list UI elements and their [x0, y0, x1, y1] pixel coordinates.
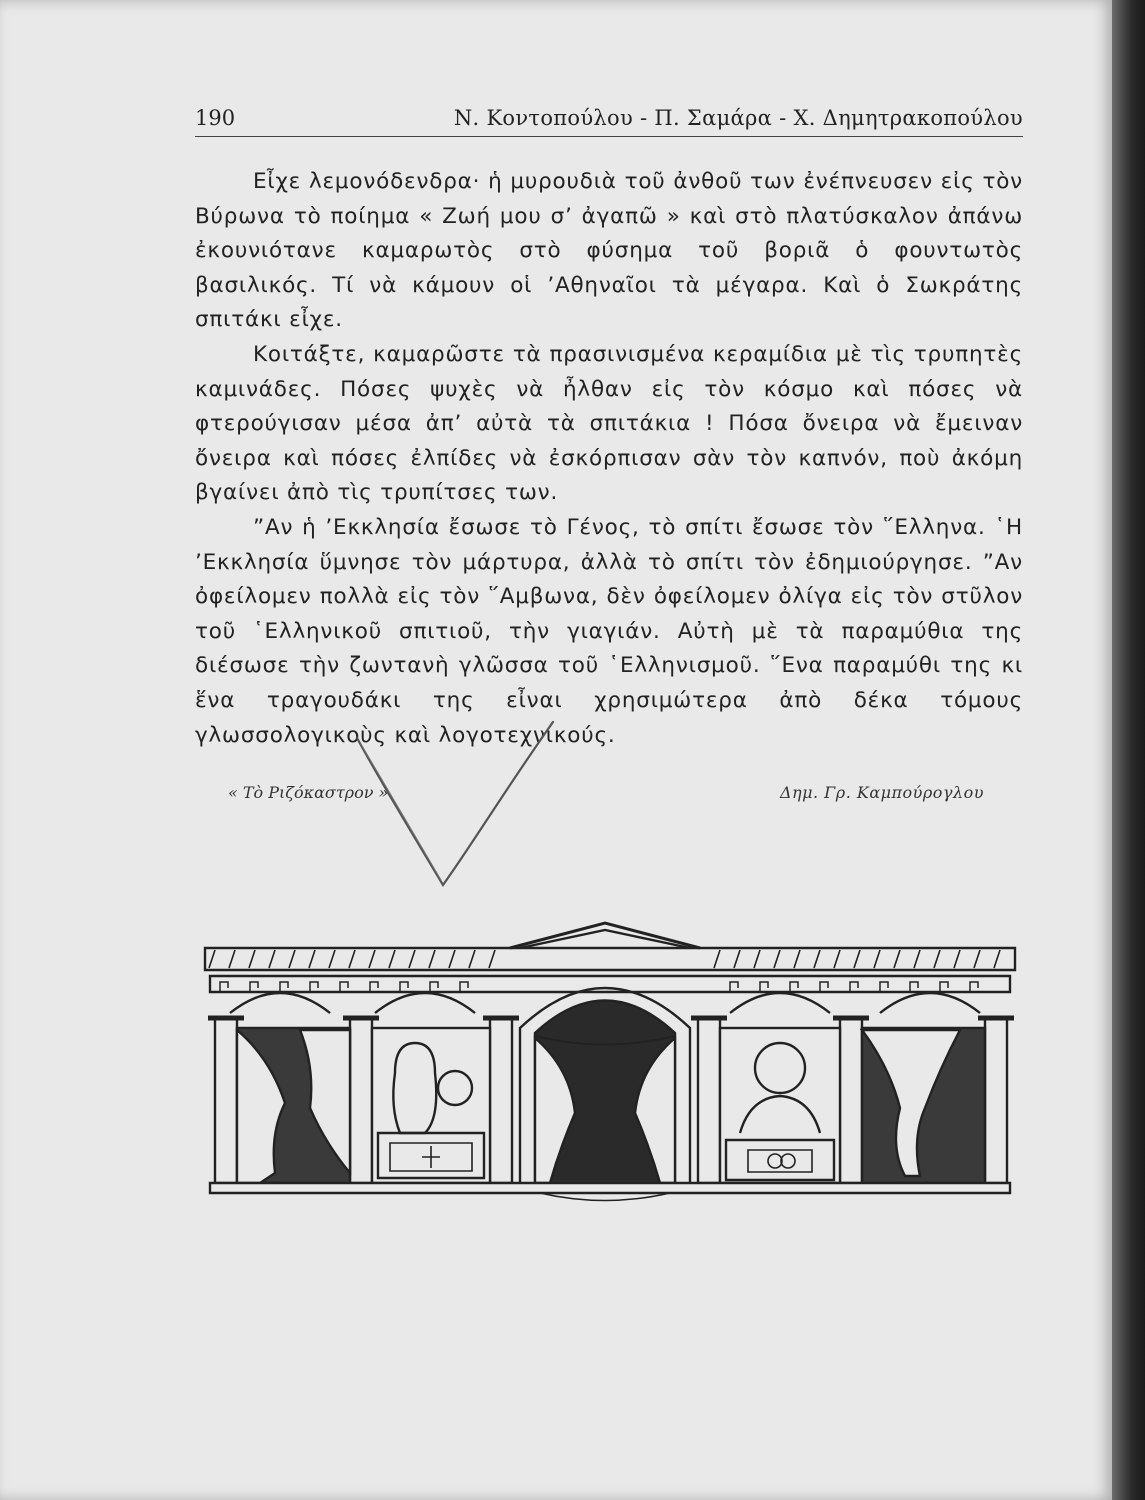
author-name: Δημ. Γρ. Καμπούρογλου	[779, 783, 984, 802]
source-title: « Τὸ Ριζόκαστρον »	[228, 783, 389, 802]
iconostasis-illustration	[200, 918, 1020, 1238]
body-text	[195, 165, 1023, 753]
book-spine-shadow	[1112, 0, 1145, 1500]
page-number: 190	[195, 106, 236, 130]
paragraph-1: Εἶχε λεμονόδενδρα· ἡ μυρουδιὰ τοῦ ἀνθοῦ των ἐνέπνευσεν εἰς τὸν Βύρωνα τὸ ποίημα « Ζωή μου σ’ ἀγαπῶ » καὶ στὸ πλατύσκαλον ἀπάνω ἐκουνιότανε καμαρωτὸς στὸ φύσημα τοῦ βοριᾶ ὁ φουντωτὸς βασιλικός. Τί νὰ κάμουν οἱ ’Αθηναῖοι τὰ μέγαρα. Καὶ ὁ Σωκράτης σπιτάκι εἶχε.	[195, 169, 1023, 333]
pencil-checkmark-icon	[355, 720, 555, 890]
paragraph-2: Κοιτάξτε, καμαρῶστε τὰ πρασινισμένα κεραμίδια μὲ τὶς τρυπητὲς καμινάδες. Πόσες ψυχὲς νὰ ἦλθαν εἰς τὸν κόσμο καὶ πόσες νὰ φτερούγισαν μέσα ἀπ’ αὐτὰ τὰ σπιτάκια ! Πόσα ὄνειρα νὰ ἔμειναν ὄνειρα καὶ πόσες ἐλπίδες νὰ ἐσκόρπισαν σὰν τὸν καπνόν, ποὺ ἀκόμη βγαίνει ἀπὸ τὶς τρυπίτσες των.	[195, 341, 1023, 506]
running-head: Ν. Κοντοπούλου - Π. Σαμάρα - Χ. Δημητρακοπούλου	[453, 106, 1023, 130]
page-header	[195, 104, 1023, 137]
paragraph-3: ”Αν ἡ ’Εκκλησία ἔσωσε τὸ Γένος, τὸ σπίτι ἔσωσε τὸν ῞Ελληνα. ῾Η ’Εκκλησία ὕμνησε τὸν μάρτυρα, ἀλλὰ τὸ σπίτι τὸν ἐδημιούργησε. ”Αν ὀφείλομεν πολλὰ εἰς τὸν ῞Αμβωνα, δὲν ὀφείλομεν ὀλίγα εἰς τὸν στῦλον τοῦ ῾Ελληνικοῦ σπιτιοῦ, τὴν γιαγιάν. Αὐτὴ μὲ τὰ παραμύθια της διέσωσε τὴν ζωντανὴ γλῶσσα τοῦ ῾Ελληνισμοῦ. ῞Ενα παραμύθι της κι ἕνα τραγουδάκι της εἶναι χρησιμώτερα ἀπὸ δέκα τόμους γλωσσολογικοὺς καὶ λογοτεχνικούς.	[195, 514, 1023, 748]
